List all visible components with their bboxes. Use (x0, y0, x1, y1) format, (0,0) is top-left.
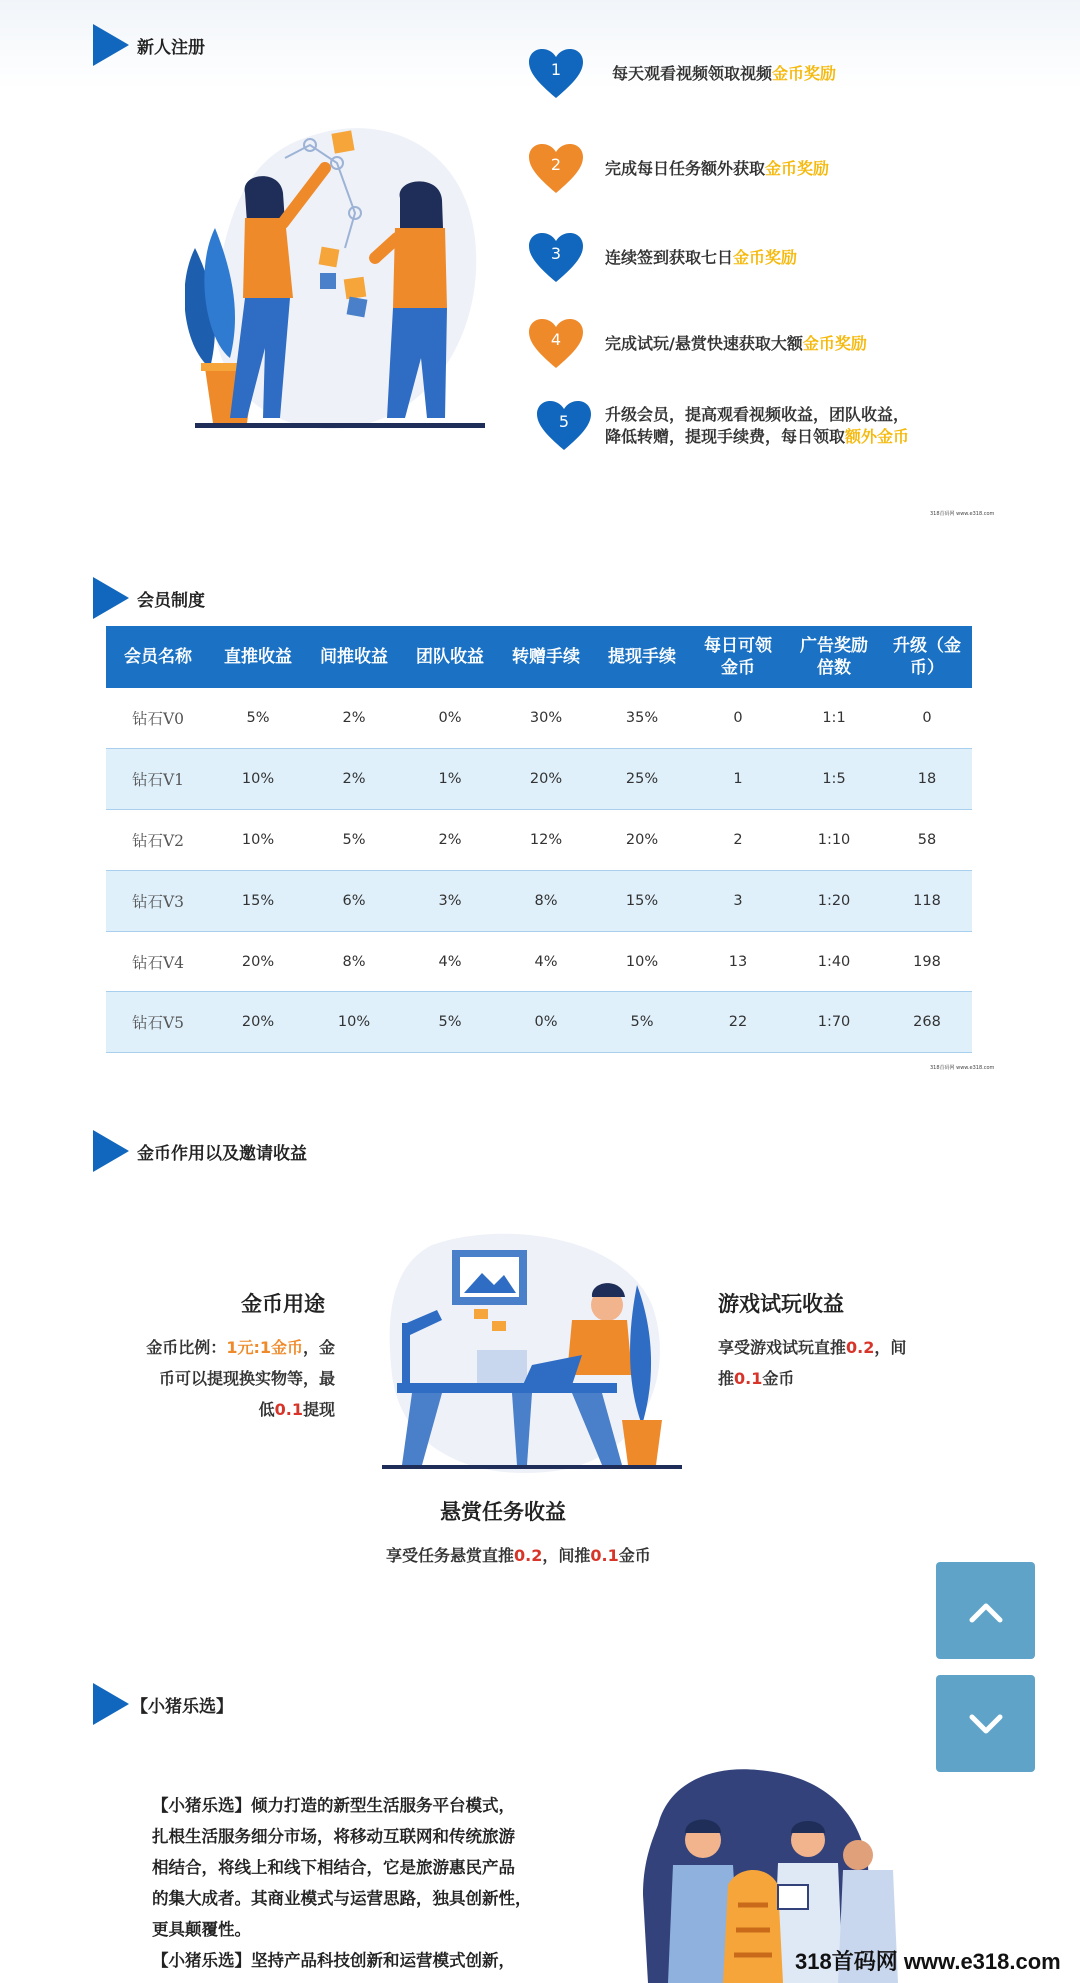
table-cell: 3 (690, 870, 786, 931)
step-number: 3 (550, 244, 562, 263)
scroll-down-button[interactable] (936, 1675, 1035, 1772)
scroll-up-button[interactable] (936, 1562, 1035, 1659)
chevron-down-icon (966, 1709, 1006, 1739)
table-row (106, 992, 972, 1053)
table-cell: 5% (402, 992, 498, 1053)
member-level-cell: 钻石V4 (106, 931, 210, 992)
coin-use-title: 金币用途 (241, 1292, 325, 1316)
section-marker-icon (93, 1130, 129, 1172)
table-header: 团队收益 (402, 626, 498, 688)
table-cell: 1:40 (786, 931, 882, 992)
table-cell: 1:70 (786, 992, 882, 1053)
table-cell: 20% (210, 931, 306, 992)
table-cell: 6% (306, 870, 402, 931)
small-watermark: 318首码网 www.e318.com (930, 511, 995, 517)
coin-use-text: 金币比例：1元:1金币，金 币可以提现换实物等，最 低0.1提现 (146, 1338, 335, 1419)
table-cell: 1 (690, 749, 786, 810)
game-text: 享受游戏试玩直推0.2，间 推0.1金币 (718, 1338, 907, 1388)
table-cell: 8% (498, 870, 594, 931)
table-cell: 12% (498, 810, 594, 871)
brand-description: 【小猪乐选】倾力打造的新型生活服务平台模式， 扎根生活服务细分市场，将移动互联网和传统旅游 相结合，将线上和线下相结合，它是旅游惠民产品 的集大成者。其商业模式与运营思路，独具创新性， 更具颠覆性。 【小猪乐选】坚持产品科技创新和运营模式创新， (152, 1796, 532, 1970)
section-marker-icon (93, 1683, 129, 1725)
table-cell: 25% (594, 749, 690, 810)
section-header-coin (93, 1130, 307, 1172)
table-row (106, 870, 972, 931)
table-cell: 4% (402, 931, 498, 992)
table-header: 广告奖励 倍数 (786, 626, 882, 688)
member-level-cell: 钻石V3 (106, 870, 210, 931)
table-cell: 1:1 (786, 688, 882, 749)
table-header: 升级（金 币） (882, 626, 972, 688)
teamwork-illustration (185, 118, 495, 438)
table-header: 会员名称 (106, 626, 210, 688)
table-cell: 1:10 (786, 810, 882, 871)
table-cell: 10% (306, 992, 402, 1053)
section-title: 金币作用以及邀请收益 (137, 1143, 307, 1164)
table-cell: 35% (594, 688, 690, 749)
table-cell: 3% (402, 870, 498, 931)
reward-text: 享受任务悬赏直推0.2，间推0.1金币 (386, 1546, 651, 1565)
table-cell: 30% (498, 688, 594, 749)
step-5 (535, 400, 909, 452)
table-cell: 13 (690, 931, 786, 992)
table-cell: 2 (690, 810, 786, 871)
reward-title: 悬赏任务收益 (440, 1500, 566, 1524)
table-cell: 20% (498, 749, 594, 810)
table-cell: 268 (882, 992, 972, 1053)
table-header: 转赠手续 (498, 626, 594, 688)
member-table (106, 626, 972, 1053)
table-cell: 2% (306, 749, 402, 810)
table-header-row (106, 626, 972, 688)
table-cell: 1:20 (786, 870, 882, 931)
member-level-cell: 钻石V0 (106, 688, 210, 749)
office-illustration (382, 1225, 682, 1480)
step-3 (527, 232, 797, 284)
table-cell: 20% (594, 810, 690, 871)
member-level-cell: 钻石V1 (106, 749, 210, 810)
table-cell: 8% (306, 931, 402, 992)
table-row (106, 931, 972, 992)
step-1 (527, 48, 836, 100)
step-2 (527, 143, 829, 195)
table-cell: 118 (882, 870, 972, 931)
step-number: 4 (550, 330, 562, 349)
table-cell: 4% (498, 931, 594, 992)
section-title: 会员制度 (137, 590, 205, 611)
table-header: 每日可领 金币 (690, 626, 786, 688)
table-cell: 0% (402, 688, 498, 749)
table-cell: 0 (882, 688, 972, 749)
member-level-cell: 钻石V5 (106, 992, 210, 1053)
table-row (106, 810, 972, 871)
table-cell: 0% (498, 992, 594, 1053)
table-cell: 15% (594, 870, 690, 931)
heart-icon (527, 143, 585, 195)
table-cell: 2% (402, 810, 498, 871)
section-title: 新人注册 (137, 37, 205, 58)
section-header-register (93, 24, 205, 66)
table-header: 提现手续 (594, 626, 690, 688)
table-cell: 5% (306, 810, 402, 871)
heart-icon (527, 232, 585, 284)
game-title: 游戏试玩收益 (718, 1292, 844, 1316)
heart-icon (535, 400, 593, 452)
table-cell: 0 (690, 688, 786, 749)
step-text: 升级会员，提高观看视频收益，团队收益， 降低转赠，提现手续费，每日领取额外金币 (605, 405, 910, 446)
table-cell: 15% (210, 870, 306, 931)
table-header: 间推收益 (306, 626, 402, 688)
table-cell: 2% (306, 688, 402, 749)
site-watermark: 318首码网 www.e318.com (795, 1949, 1061, 1974)
heart-icon (527, 48, 585, 100)
small-watermark: 318首码网 www.e318.com (930, 1065, 995, 1071)
step-text: 完成每日任务额外获取金币奖励 (605, 159, 830, 178)
step-number: 1 (550, 60, 562, 79)
table-cell: 198 (882, 931, 972, 992)
table-header: 直推收益 (210, 626, 306, 688)
table-row (106, 749, 972, 810)
section-header-member (93, 577, 205, 619)
step-text: 每天观看视频领取视频金币奖励 (612, 64, 837, 83)
table-row (106, 688, 972, 749)
step-4 (527, 318, 867, 370)
step-number: 5 (558, 412, 570, 431)
table-cell: 5% (594, 992, 690, 1053)
table-cell: 18 (882, 749, 972, 810)
chevron-up-icon (966, 1596, 1006, 1626)
table-cell: 10% (210, 749, 306, 810)
table-cell: 10% (594, 931, 690, 992)
step-text: 连续签到获取七日金币奖励 (605, 248, 798, 267)
table-cell: 5% (210, 688, 306, 749)
heart-icon (527, 318, 585, 370)
table-cell: 22 (690, 992, 786, 1053)
section-header-brand (93, 1683, 233, 1725)
section-title: 【小猪乐选】 (131, 1696, 233, 1717)
table-cell: 10% (210, 810, 306, 871)
table-cell: 1:5 (786, 749, 882, 810)
section-marker-icon (93, 577, 129, 619)
table-cell: 58 (882, 810, 972, 871)
table-cell: 20% (210, 992, 306, 1053)
step-number: 2 (550, 155, 562, 174)
section-marker-icon (93, 24, 129, 66)
member-level-cell: 钻石V2 (106, 810, 210, 871)
table-cell: 1% (402, 749, 498, 810)
step-text: 完成试玩/悬赏快速获取大额金币奖励 (605, 334, 867, 353)
